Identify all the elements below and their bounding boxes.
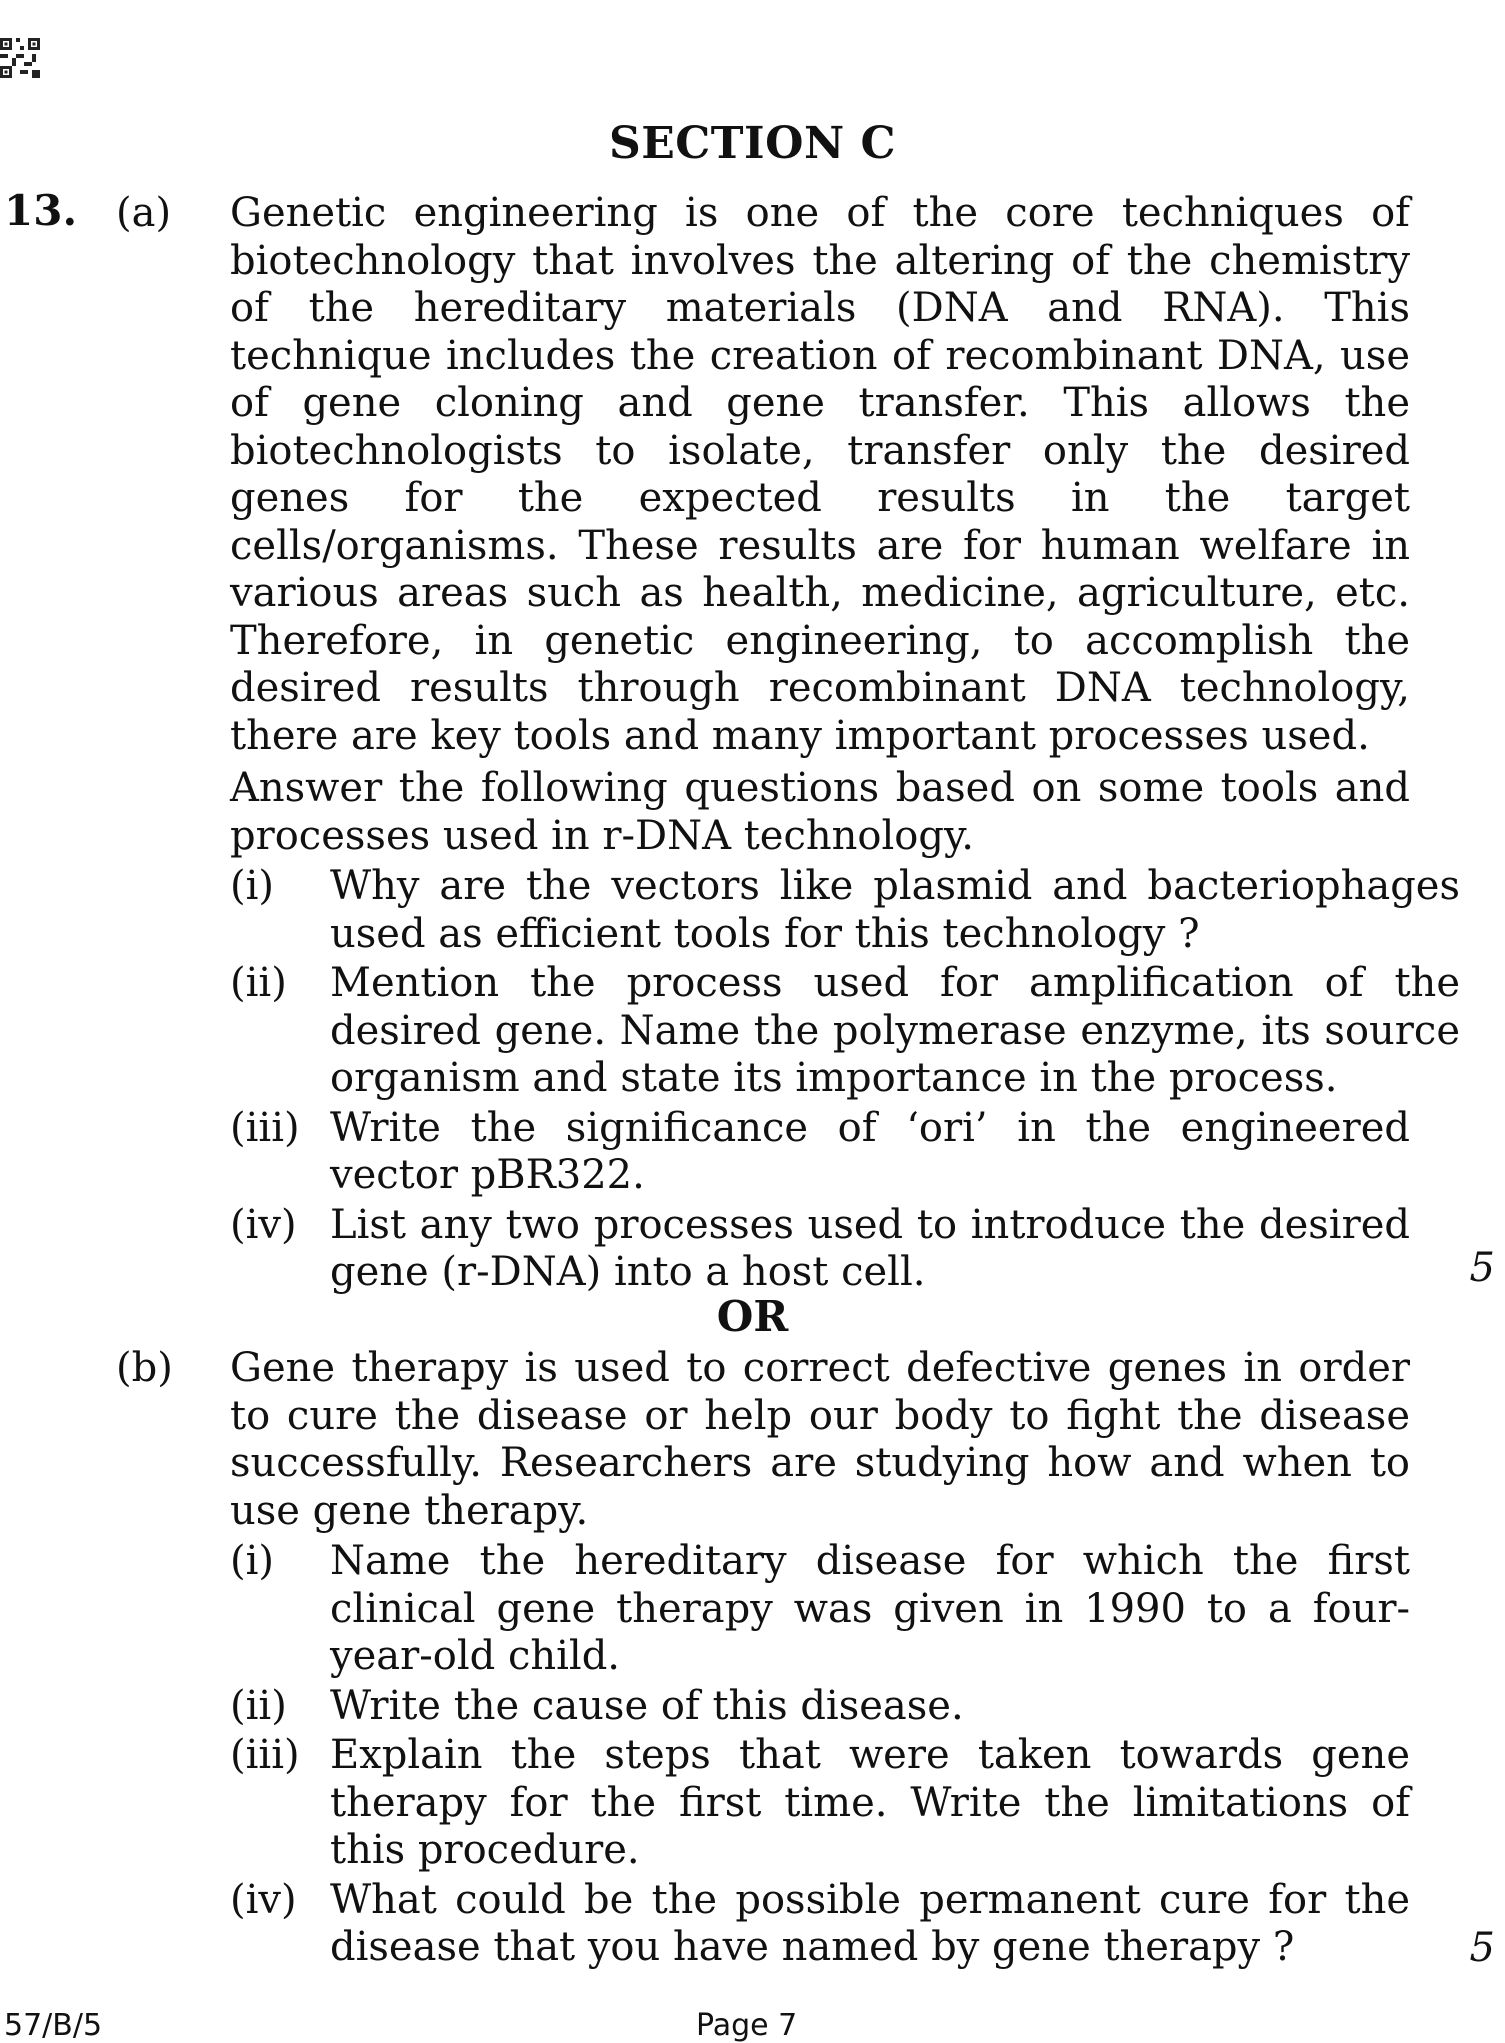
list-item — [230, 960, 1460, 1103]
part-a-label: (a) — [116, 190, 172, 236]
part-b-marks: 5 — [1469, 1925, 1495, 1971]
subquestion-label: (iii) — [230, 1104, 300, 1151]
list-item — [230, 1877, 1460, 1972]
list-item — [230, 1732, 1460, 1875]
question-number: 13. — [4, 186, 78, 235]
subquestion-text: Mention the process used for amplification of the desired gene. Name the polymerase enzyme, its source organism and state its importance in the process. — [330, 960, 1460, 1101]
list-item — [230, 1683, 1460, 1731]
subquestion-label: (iv) — [230, 1201, 297, 1248]
list-item — [230, 863, 1460, 958]
part-a-marks: 5 — [1469, 1245, 1495, 1291]
page-number: Page 7 — [696, 2008, 798, 2043]
subquestion-text: Name the hereditary disease for which the first clinical gene therapy was given in 1990 to a four-year-old child. — [330, 1538, 1410, 1679]
list-item — [230, 1105, 1460, 1200]
subquestion-label: (i) — [230, 863, 275, 909]
part-a-intro: Genetic engineering is one of the core techniques of biotechnology that involves the altering of the chemistry of the hereditary materials (DNA and RNA). This technique includes the creation of recombinant DNA, use of gene cloning and gene transfer. This allows the biotechnologists to isolate, transfer only the desired genes for the expected results in the target cells/organisms. These results are for human welfare in various areas such as health, medicine, agriculture, etc. Therefore, in genetic engineering, to accomplish the desired results through recombinant DNA technology, there are key tools and many important processes used. — [230, 190, 1410, 759]
subquestion-text: List any two processes used to introduce the desired gene (r-DNA) into a host cell. — [330, 1201, 1410, 1295]
subquestion-label: (iv) — [230, 1876, 297, 1923]
subquestion-text: Write the cause of this disease. — [330, 1682, 964, 1729]
part-a-instruction: Answer the following questions based on some tools and processes used in r-DNA technology. — [230, 765, 1410, 859]
part-b-subquestions — [230, 1538, 1460, 1974]
list-item — [230, 1202, 1460, 1297]
part-a-subquestions — [230, 863, 1460, 1299]
qr-code-icon — [0, 38, 40, 78]
subquestion-label: (ii) — [230, 1682, 287, 1729]
subquestion-text: Explain the steps that were taken towards gene therapy for the first time. Write the limitations of this procedure. — [330, 1732, 1410, 1873]
paper-code: 57/B/5 — [4, 2008, 103, 2043]
part-b-label: (b) — [116, 1345, 173, 1391]
subquestion-label: (ii) — [230, 960, 287, 1006]
subquestion-label: (i) — [230, 1538, 275, 1584]
part-b-intro: Gene therapy is used to correct defective genes in order to cure the disease or help our body to fight the disease successfully. Researchers are studying how and when to use gene therapy. — [230, 1345, 1410, 1534]
or-divider: OR — [716, 1292, 789, 1341]
subquestion-text: What could be the possible permanent cure for the disease that you have named by gene therapy ? — [330, 1876, 1410, 1970]
subquestion-text: Why are the vectors like plasmid and bacteriophages used as efficient tools for this technology ? — [330, 863, 1460, 957]
subquestion-text: Write the significance of ‘ori’ in the engineered vector pBR322. — [330, 1104, 1410, 1198]
subquestion-label: (iii) — [230, 1732, 300, 1778]
section-title: SECTION C — [608, 118, 897, 169]
list-item — [230, 1538, 1460, 1681]
